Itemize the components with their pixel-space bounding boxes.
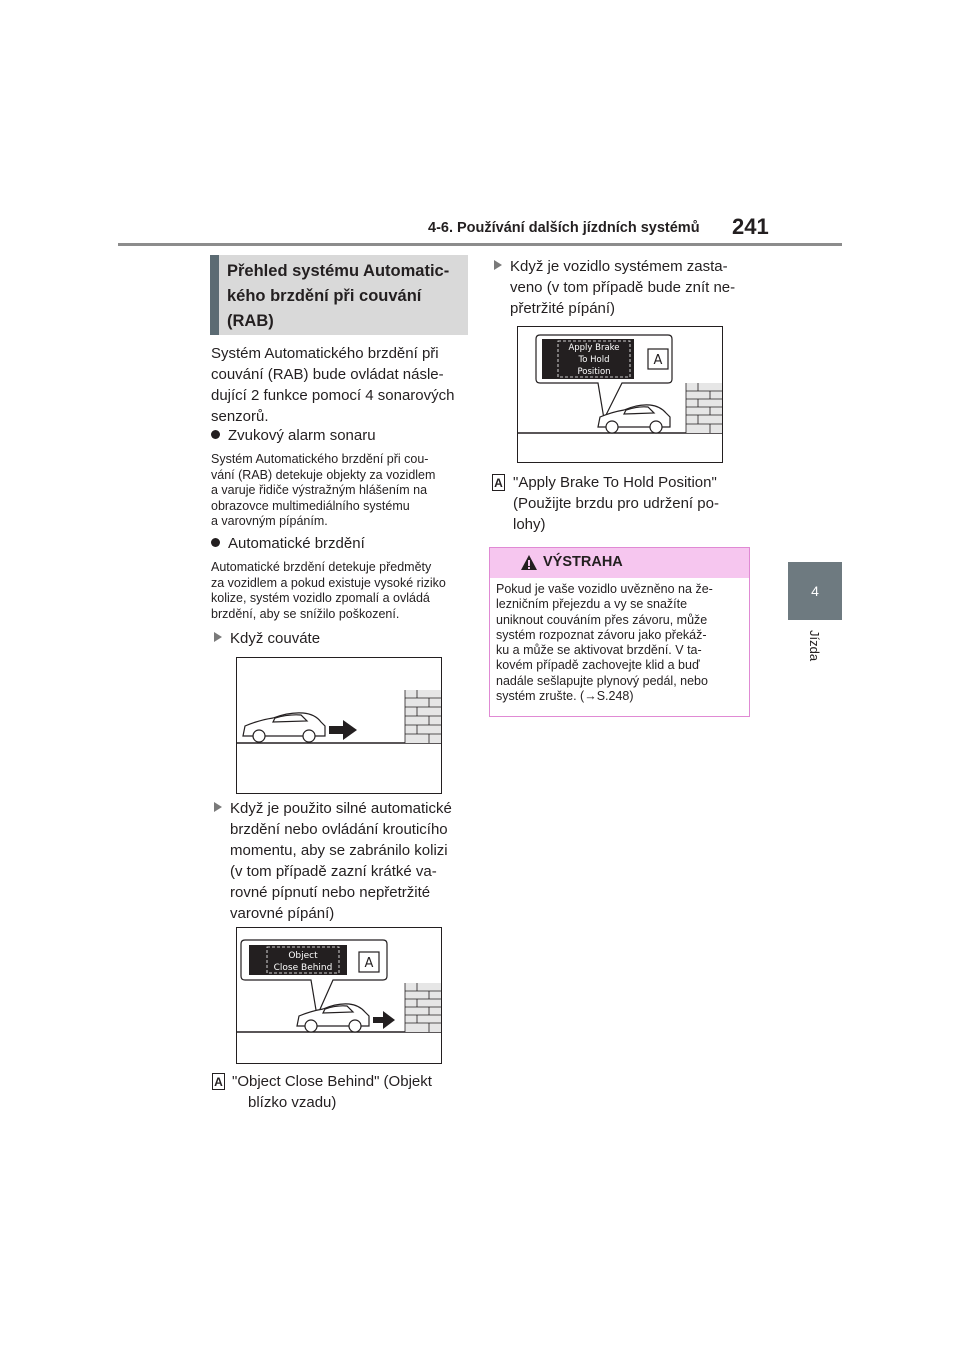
chapter-tab[interactable] xyxy=(788,562,842,620)
triangle-arrow-icon xyxy=(214,632,222,642)
case-reversing: Když couváte xyxy=(214,628,320,649)
chapter-number: 4 xyxy=(811,583,819,599)
section-heading: Přehled systému Automatic- kého brzdění při couvání (RAB) xyxy=(210,255,468,335)
object-close-behind-illustration xyxy=(237,928,441,1063)
bullet-sonar-description: Systém Automatického brzdění při cou- vání (RAB) detekuje objekty za vozidlem a varuje řidiče výstražným hlášením na obrazovce multimediálního systému a varovným pípáním. xyxy=(211,452,436,528)
fig2-message-line1: Object xyxy=(288,951,318,961)
triangle-arrow-icon xyxy=(214,802,222,812)
chapter-label: Jízda xyxy=(807,630,822,662)
case-vehicle-stopped: Když je vozidlo systémem zasta- veno (v tom případě bude znít ne- přetržité pípání) xyxy=(494,256,735,319)
bullet-auto-braking: Automatické brzdění xyxy=(211,535,365,552)
warning-triangle-icon xyxy=(520,554,538,571)
bullet-braking-description: Automatické brzdění detekuje předměty za vozidlem a pokud existuje vysoké riziko kolize, systém vozidlo zpomalí a ovládá brzdění, aby se snížilo poškození. xyxy=(211,560,446,621)
callout-a-badge: A xyxy=(212,1073,225,1090)
apply-brake-illustration xyxy=(518,327,722,462)
fig3-message-line1: Apply Brake xyxy=(568,343,620,353)
fig2-message-line2: Close Behind xyxy=(273,963,333,973)
page-number: 241 xyxy=(732,214,769,239)
fig3-callout-a: A xyxy=(653,353,663,368)
warning-text: Pokud je vaše vozidlo uvězněno na že- lezničním přejezdu a vy se snažíte uniknout couváním přes závoru, může systém rozpoznat závoru jako překáž- ku a může se aktivovat brzdění. V ta- kovém případě zachovejte klid a buď nadále sešlapujte plynový pedál, nebo systém zrušte. (→S.248) xyxy=(496,582,713,704)
figure-caption-apply-brake: "Apply Brake To Hold Position" (Použijte brzdu pro udržení po- lohy) xyxy=(513,474,719,533)
figure-apply-brake xyxy=(517,326,723,463)
triangle-arrow-icon xyxy=(494,260,502,270)
bullet-dot-icon xyxy=(211,538,220,547)
fig3-message-line3: Position xyxy=(577,367,611,377)
fig3-message-line2: To Hold xyxy=(578,355,610,365)
warning-title: VÝSTRAHA xyxy=(543,554,623,570)
reversing-car-illustration xyxy=(237,658,441,793)
warning-box xyxy=(489,547,750,717)
bullet-sonar-alarm: Zvukový alarm sonaru xyxy=(211,427,376,444)
fig2-callout-a: A xyxy=(364,956,374,971)
case-strong-braking: Když je použito silné automatické brzdění nebo ovládání krouticího momentu, aby se zabránilo kolizi (v tom případě zazní krátké va- rovné pípnutí nebo nepřetržité varovné pípání) xyxy=(214,798,452,924)
figure-object-close-behind xyxy=(236,927,442,1064)
warning-header xyxy=(490,548,749,578)
header-divider xyxy=(118,243,842,246)
bullet-dot-icon xyxy=(211,430,220,439)
figure-caption-object-close: "Object Close Behind" (Objekt blízko vzadu) xyxy=(232,1073,432,1111)
figure-reversing xyxy=(236,657,442,794)
section-title: 4-6. Používání dalších jízdních systémů xyxy=(428,220,700,236)
intro-paragraph: Systém Automatického brzdění při couvání (RAB) bude ovládat násle- dující 2 funkce pomocí 4 sonarových senzorů. xyxy=(211,345,455,425)
callout-a-badge: A xyxy=(492,474,505,491)
